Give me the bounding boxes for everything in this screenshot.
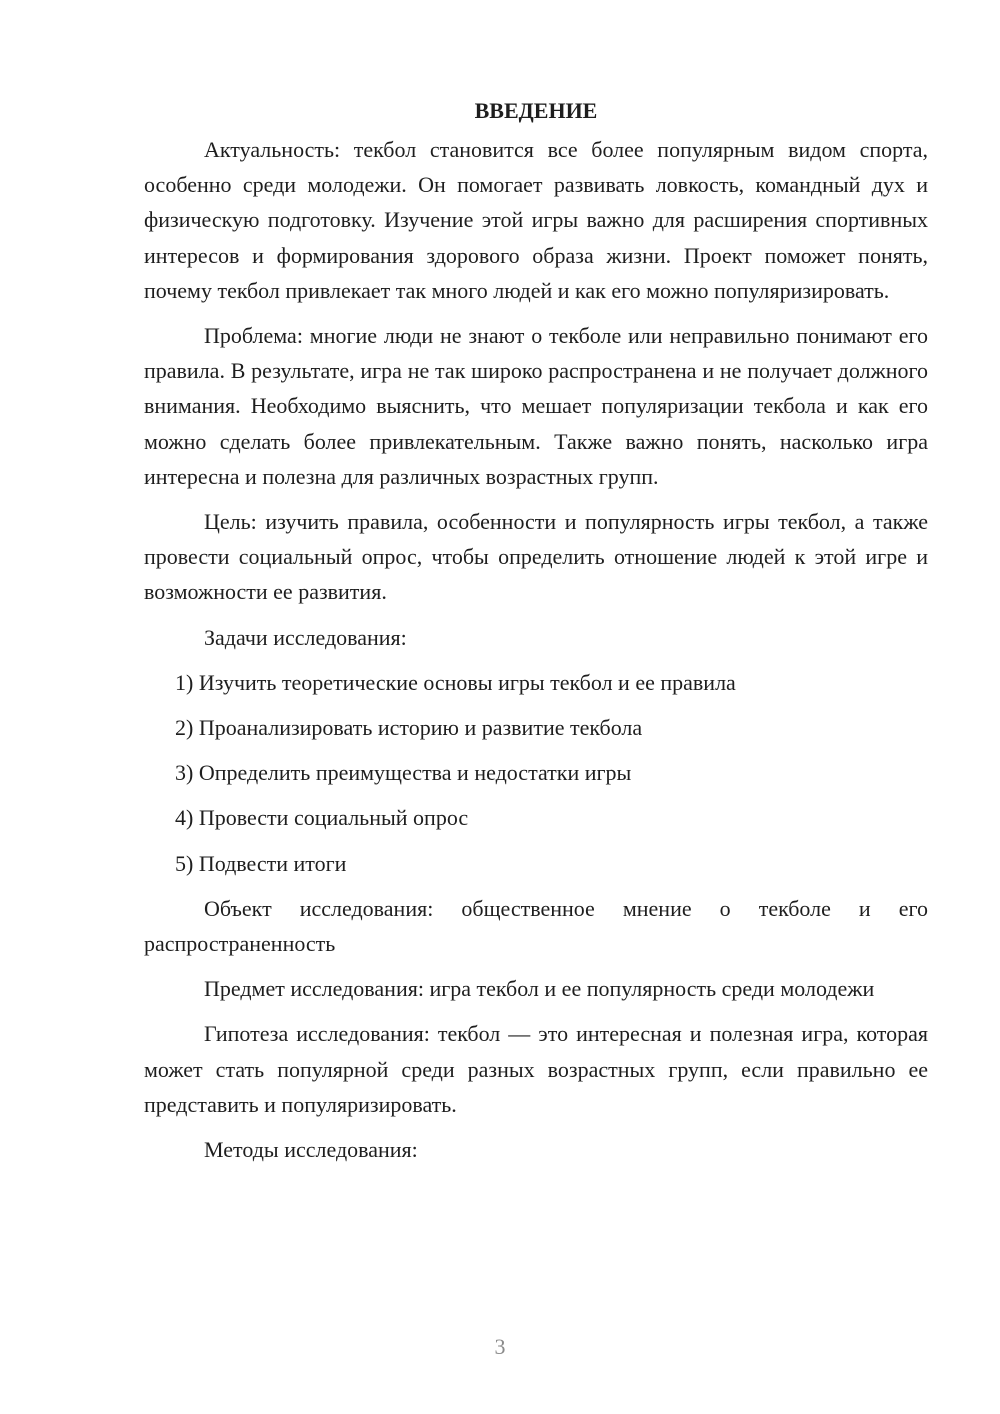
- paragraph-relevance: Актуальность: текбол становится все более популярным видом спорта, особенно среди молодежи. Он помогает развивать ловкость, командный дух и физическую подготовку. Изучение этой игры важно для расширения спортивных интересов и формирования здорового образа жизни. Проект поможет понять, почему текбол привлекает так много людей и как его можно популяризировать.: [144, 137, 928, 303]
- tasks-heading: Задачи исследования:: [204, 624, 407, 650]
- document-page: [144, 96, 928, 1177]
- page-number: 3: [494, 1334, 506, 1359]
- section-title: ВВЕДЕНИЕ: [474, 98, 598, 123]
- paragraph-methods: Методы исследования:: [204, 1137, 418, 1163]
- paragraph-object: Объект исследования: общественное мнение о текболе и его распространенность: [144, 895, 928, 957]
- paragraph-problem: Проблема: многие люди не знают о текболе или неправильно понимают его правила. В результате, игра не так широко распространена и не получает должного внимания. Необходимо выяснить, что мешает популяризации текбола и как его можно сделать более привлекательным. Также важно понять, насколько игра интересна и полезна для различных возрастных групп.: [144, 323, 928, 489]
- paragraph-subject: Предмет исследования: игра текбол и ее популярность среди молодежи: [204, 976, 875, 1002]
- list-item: 4) Провести социальный опрос: [175, 805, 469, 831]
- list-item: 5) Подвести итоги: [175, 850, 347, 876]
- list-item: 2) Проанализировать историю и развитие текбола: [175, 715, 643, 741]
- tasks-list: [144, 665, 928, 881]
- list-item: 3) Определить преимущества и недостатки игры: [175, 760, 632, 786]
- list-item: 1) Изучить теоретические основы игры текбол и ее правила: [175, 669, 736, 695]
- paragraph-goal: Цель: изучить правила, особенности и популярность игры текбол, а также провести социальный опрос, чтобы определить отношение людей к этой игре и возможности ее развития.: [144, 509, 928, 605]
- paragraph-hypothesis: Гипотеза исследования: текбол — это интересная и полезная игра, которая может стать популярной среди разных возрастных групп, если правильно ее представить и популяризировать.: [144, 1021, 928, 1117]
